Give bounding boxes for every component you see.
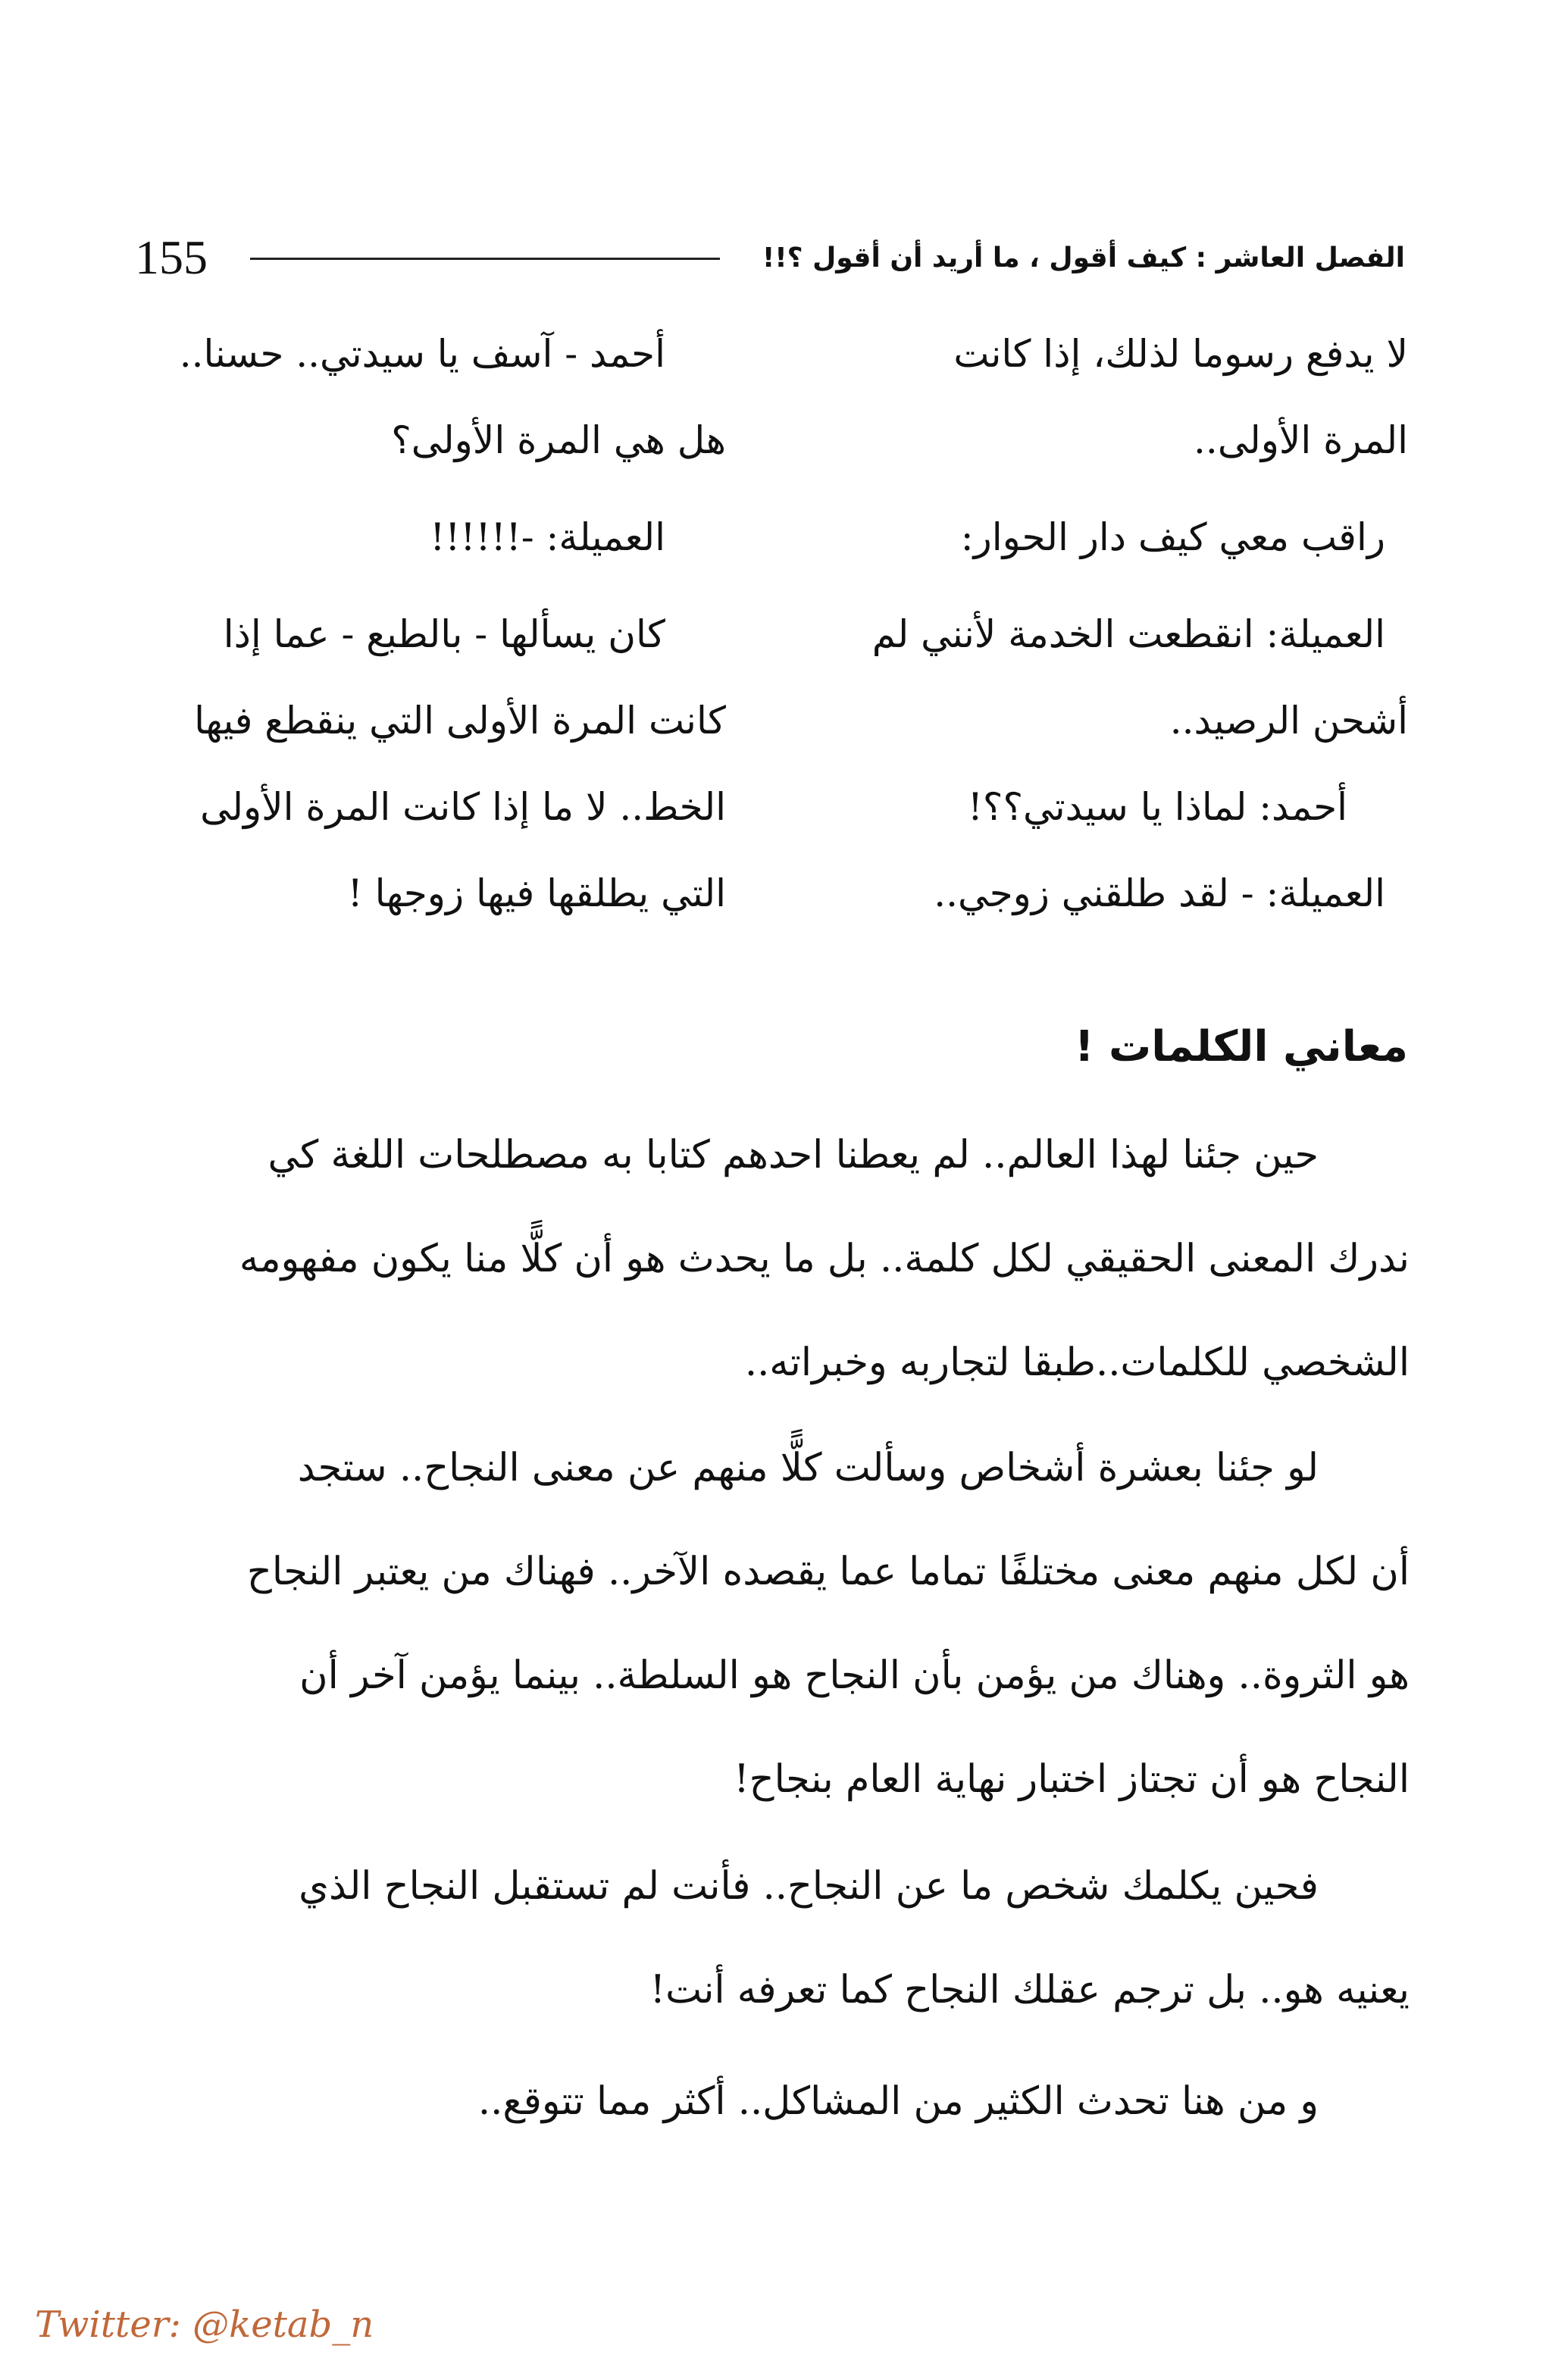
paragraph <box>136 1834 1410 2042</box>
paragraph-line: أن لكل منهم معنى مختلفًا تماما عما يقصده الآخر.. فهناك من يعتبر النجاح <box>246 1550 1410 1594</box>
paragraph <box>136 1416 1410 1831</box>
header-rule <box>250 258 720 260</box>
section-heading: معاني الكلمات ! <box>1074 1022 1408 1071</box>
paragraph <box>136 1103 1410 1415</box>
dialogue-right-column <box>824 311 1408 937</box>
paragraph-line: حين جئنا لهذا العالم.. لم يعطنا احدهم كتابا به مصطلحات اللغة كي <box>268 1133 1319 1177</box>
body-text <box>136 1103 1410 2155</box>
dialogue-line: العميلة: -!!!!!! <box>430 515 665 559</box>
paragraph-line: و من هنا تحدث الكثير من المشاكل.. أكثر مما تتوقع.. <box>477 2079 1319 2124</box>
dialogue-line: هل هي المرة الأولى؟ <box>391 418 726 462</box>
dialogue-line: أحمد: لماذا يا سيدتي؟؟! <box>967 785 1347 829</box>
dialogue-left-column <box>135 311 726 937</box>
dialogue-line: راقب معي كيف دار الحوار: <box>960 515 1385 559</box>
paragraph-line: ندرك المعنى الحقيقي لكل كلمة.. بل ما يحدث هو أن كلًّا منا يكون مفهومه <box>239 1237 1410 1281</box>
running-title: الفصل العاشر : كيف أقول ، ما أريد أن أقول ؟!! <box>762 242 1405 274</box>
dialogue-line: العميلة: - لقد طلقني زوجي.. <box>934 871 1385 915</box>
dialogue-line: كانت المرة الأولى التي ينقطع فيها <box>194 699 726 743</box>
paragraph-line: فحين يكلمك شخص ما عن النجاح.. فأنت لم تستقبل النجاح الذي <box>299 1864 1319 1909</box>
twitter-watermark: Twitter: @ketab_n <box>35 2303 374 2346</box>
paragraph-line: الشخصي للكلمات..طبقا لتجاربه وخبراته.. <box>744 1340 1410 1385</box>
dialogue-line: أحمد - آسف يا سيدتي.. حسنا.. <box>179 332 665 376</box>
dialogue-line: كان يسألها - بالطبع - عما إذا <box>223 612 665 656</box>
paragraph-line: النجاح هو أن تجتاز اختبار نهاية العام بنجاح! <box>734 1757 1410 1802</box>
paragraph <box>136 2050 1410 2153</box>
dialogue-line: المرة الأولى.. <box>1194 418 1408 462</box>
paragraph-line: يعنيه هو.. بل ترجم عقلك النجاح كما تعرفه أنت! <box>649 1968 1410 2013</box>
dialogue-line: الخط.. لا ما إذا كانت المرة الأولى <box>200 785 726 829</box>
page-number: 155 <box>135 230 208 284</box>
dialogue-line: أشحن الرصيد.. <box>1169 699 1408 743</box>
paragraph-line: هو الثروة.. وهناك من يؤمن بأن النجاح هو السلطة.. بينما يؤمن آخر أن <box>299 1653 1410 1698</box>
dialogue-line: لا يدفع رسوما لذلك، إذا كانت <box>953 332 1408 376</box>
dialogue-line: التي يطلقها فيها زوجها ! <box>347 871 726 915</box>
paragraph-line: لو جئنا بعشرة أشخاص وسألت كلًّا منهم عن معنى النجاح.. ستجد <box>297 1446 1319 1490</box>
dialogue-line: العميلة: انقطعت الخدمة لأنني لم <box>871 612 1385 656</box>
